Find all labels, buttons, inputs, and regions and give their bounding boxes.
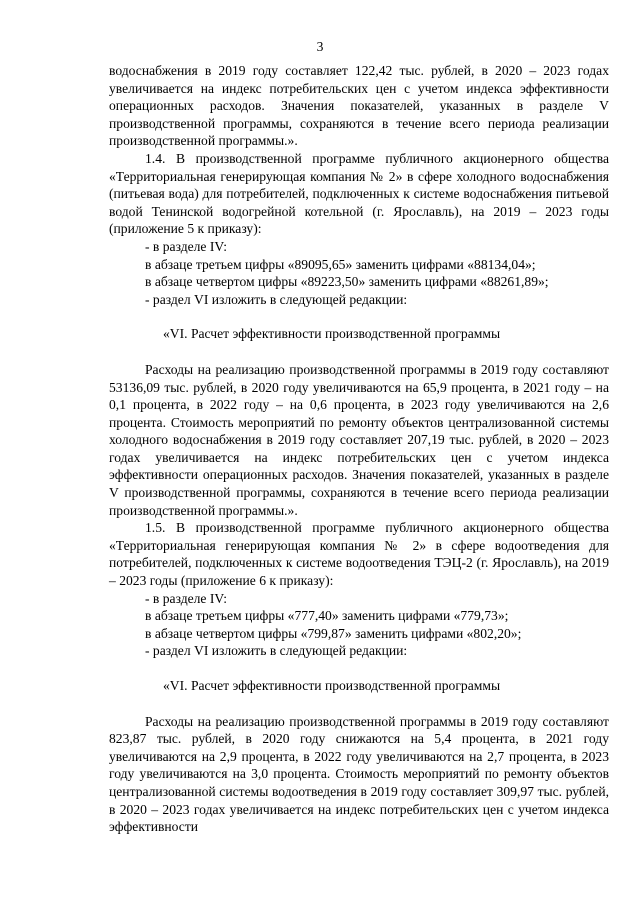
section-heading: «VI. Расчет эффективности производственной программы: [163, 678, 501, 693]
paragraph-expenses: Расходы на реализацию производственной программы в 2019 году составляют 823,87 тыс. рублей, в 2020 году снижаются на 5,4 процента, в 2021 году увеличиваются на 2,9 процента, в 2022 году увеличиваются на 2,7 процента, в 2023 году увеличиваются на 3,0 процента. Стоимость мероприятий по ремонту объектов централизованной системы водоотведения в 2019 году составляет 309,97 тыс. рублей, в 2020 – 2023 годах увеличивается на индекс потребительских цен с учетом индекса эффективности: [109, 713, 609, 835]
list-item-section-vi: - раздел VI изложить в следующей редакции:: [145, 643, 408, 659]
clause-1-5: 1.5. В производственной программе публичного акционерного общества «Территориальная генерирующая компания № 2» в сфере водоотведения для потребителей, подключенных к системе водоотведения ТЭЦ-2 (г. Ярославль), на 2019 – 2023 годы (приложение 6 к приказу):: [109, 520, 609, 589]
list-item-section-iv: - в разделе IV:: [145, 590, 227, 606]
page-number: 3: [316, 39, 324, 54]
paragraph-expenses: Расходы на реализацию производственной программы в 2019 году составляют 53136,09 тыс. рублей, в 2020 году увеличиваются на 65,9 процента, в 2021 году – на 0,1 процента, в 2022 году – на 0,6 процента, в 2023 году увеличиваются на 2,6 процента. Стоимость мероприятий по ремонту объектов централизованной системы холодного водоснабжения в 2019 году составляет 207,19 тыс. рублей, в 2020 – 2023 годах увеличивается на индекс потребительских цен с учетом индекса эффективности операционных расходов. Значения показателей, указанных в разделе V производственной программы, сохраняются в течение всего периода реализации производственной программы.».: [109, 361, 609, 518]
list-item-paragraph-3: в абзаце третьем цифры «777,40» заменить цифрами «779,73»;: [145, 608, 509, 624]
list-item-paragraph-4: в абзаце четвертом цифры «799,87» заменить цифрами «802,20»;: [145, 625, 522, 641]
list-item-paragraph-3: в абзаце третьем цифры «89095,65» заменить цифрами «88134,04»;: [145, 256, 536, 272]
clause-1-4: 1.4. В производственной программе публичного акционерного общества «Территориальная генерирующая компания № 2» в сфере холодного водоснабжения (питьевая вода) для потребителей, подключенных к системе водоснабжения питьевой водой Тенинской водогрейной котельной (г. Ярославль), на 2019 – 2023 годы (приложение 5 к приказу):: [109, 150, 609, 237]
list-item-section-iv: - в разделе IV:: [145, 238, 227, 254]
list-item-section-vi: - раздел VI изложить в следующей редакции:: [145, 291, 408, 307]
section-heading: «VI. Расчет эффективности производственной программы: [163, 326, 501, 342]
list-item-paragraph-4: в абзаце четвертом цифры «89223,50» заменить цифрами «88261,89»;: [145, 274, 549, 290]
paragraph-continuation: водоснабжения в 2019 году составляет 122,42 тыс. рублей, в 2020 – 2023 годах увеличивается на индекс потребительских цен с учетом индекса эффективности операционных расходов. Значения показателей, указанных в разделе V производственной программы, сохраняются в течение всего периода реализации производственной программы.».: [109, 63, 609, 149]
document-body: [109, 62, 609, 836]
